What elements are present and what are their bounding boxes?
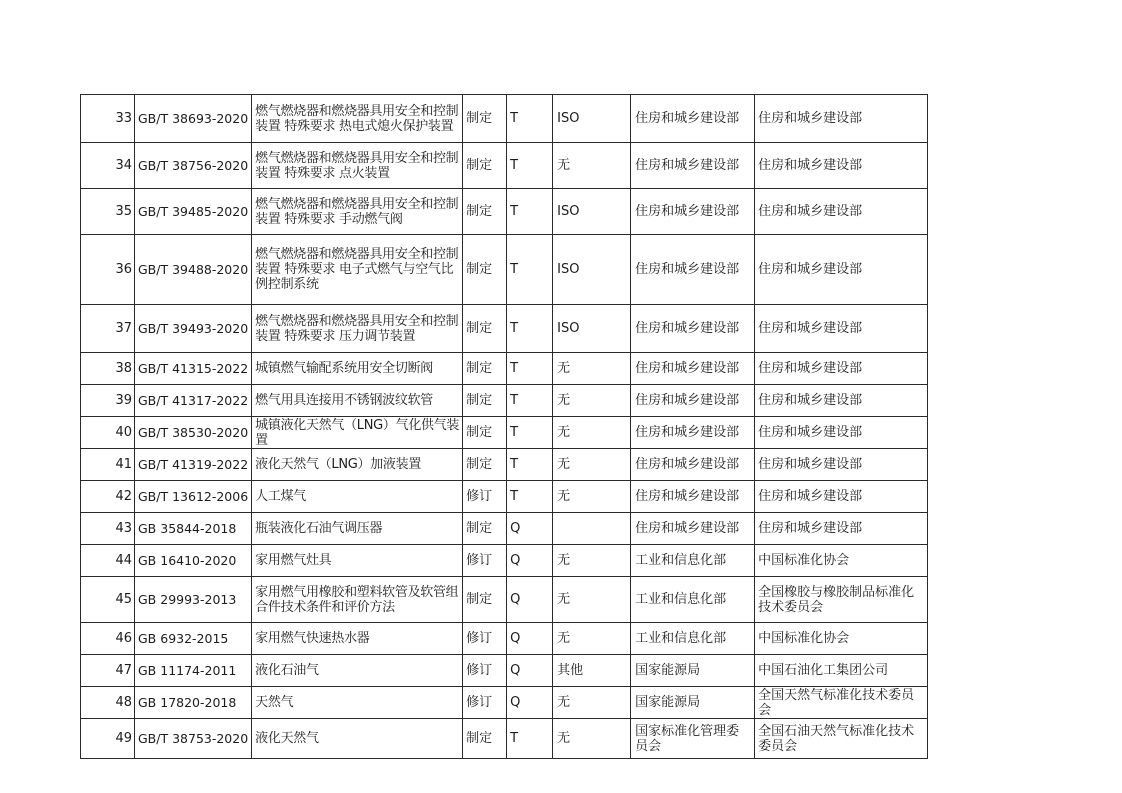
row-number-cell: 33 — [81, 95, 135, 143]
table-row — [81, 687, 928, 719]
standard-name-cell: 天然气 — [252, 687, 463, 719]
drafting-organization-cell: 住房和城乡建设部 — [755, 235, 928, 305]
international-ref-cell: 无 — [553, 687, 631, 719]
category-cell: Q — [507, 655, 553, 687]
row-number-cell: 45 — [81, 577, 135, 623]
row-number-cell: 39 — [81, 385, 135, 417]
standard-name-cell: 燃气燃烧器和燃烧器具用安全和控制装置 特殊要求 电子式燃气与空气比例控制系统 — [252, 235, 463, 305]
row-number-cell: 47 — [81, 655, 135, 687]
row-number-cell: 41 — [81, 449, 135, 481]
row-number-cell: 36 — [81, 235, 135, 305]
standard-code-cell: GB/T 39488-2020 — [135, 235, 252, 305]
standard-code-cell: GB 29993-2013 — [135, 577, 252, 623]
international-ref-cell: 无 — [553, 143, 631, 189]
standard-code-cell: GB/T 41315-2022 — [135, 353, 252, 385]
competent-department-cell: 国家标准化管理委员会 — [631, 719, 755, 759]
international-ref-cell — [553, 513, 631, 545]
standard-code-cell: GB 35844-2018 — [135, 513, 252, 545]
table-body — [81, 95, 928, 759]
international-ref-cell: 无 — [553, 719, 631, 759]
category-cell: Q — [507, 623, 553, 655]
competent-department-cell: 住房和城乡建设部 — [631, 235, 755, 305]
standard-name-cell: 燃气燃烧器和燃烧器具用安全和控制装置 特殊要求 压力调节装置 — [252, 305, 463, 353]
category-cell: T — [507, 719, 553, 759]
revision-type-cell: 制定 — [463, 719, 507, 759]
category-cell: T — [507, 95, 553, 143]
international-ref-cell: 无 — [553, 481, 631, 513]
row-number-cell: 44 — [81, 545, 135, 577]
revision-type-cell: 修订 — [463, 545, 507, 577]
standard-code-cell: GB/T 39493-2020 — [135, 305, 252, 353]
revision-type-cell: 制定 — [463, 235, 507, 305]
drafting-organization-cell: 住房和城乡建设部 — [755, 353, 928, 385]
competent-department-cell: 住房和城乡建设部 — [631, 189, 755, 235]
revision-type-cell: 制定 — [463, 417, 507, 449]
competent-department-cell: 住房和城乡建设部 — [631, 305, 755, 353]
standard-code-cell: GB/T 38693-2020 — [135, 95, 252, 143]
international-ref-cell: 无 — [553, 545, 631, 577]
drafting-organization-cell: 中国石油化工集团公司 — [755, 655, 928, 687]
revision-type-cell: 制定 — [463, 143, 507, 189]
standard-code-cell: GB 6932-2015 — [135, 623, 252, 655]
category-cell: T — [507, 449, 553, 481]
table-row — [81, 417, 928, 449]
drafting-organization-cell: 住房和城乡建设部 — [755, 449, 928, 481]
table-row — [81, 623, 928, 655]
table-row — [81, 143, 928, 189]
category-cell: T — [507, 143, 553, 189]
table-row — [81, 719, 928, 759]
table-row — [81, 235, 928, 305]
drafting-organization-cell: 全国石油天然气标准化技术委员会 — [755, 719, 928, 759]
standard-code-cell: GB/T 13612-2006 — [135, 481, 252, 513]
standard-code-cell: GB/T 38530-2020 — [135, 417, 252, 449]
revision-type-cell: 制定 — [463, 385, 507, 417]
category-cell: Q — [507, 545, 553, 577]
international-ref-cell: 无 — [553, 623, 631, 655]
competent-department-cell: 住房和城乡建设部 — [631, 449, 755, 481]
table-row — [81, 545, 928, 577]
drafting-organization-cell: 全国天然气标准化技术委员会 — [755, 687, 928, 719]
international-ref-cell: 无 — [553, 449, 631, 481]
drafting-organization-cell: 中国标准化协会 — [755, 623, 928, 655]
competent-department-cell: 住房和城乡建设部 — [631, 385, 755, 417]
standard-name-cell: 燃气燃烧器和燃烧器具用安全和控制装置 特殊要求 热电式熄火保护装置 — [252, 95, 463, 143]
table-row — [81, 481, 928, 513]
international-ref-cell: ISO — [553, 189, 631, 235]
standard-name-cell: 燃气燃烧器和燃烧器具用安全和控制装置 特殊要求 手动燃气阀 — [252, 189, 463, 235]
drafting-organization-cell: 住房和城乡建设部 — [755, 417, 928, 449]
international-ref-cell: 无 — [553, 417, 631, 449]
row-number-cell: 43 — [81, 513, 135, 545]
revision-type-cell: 制定 — [463, 353, 507, 385]
standard-name-cell: 家用燃气用橡胶和塑料软管及软管组合件技术条件和评价方法 — [252, 577, 463, 623]
category-cell: T — [507, 305, 553, 353]
competent-department-cell: 住房和城乡建设部 — [631, 513, 755, 545]
row-number-cell: 35 — [81, 189, 135, 235]
drafting-organization-cell: 住房和城乡建设部 — [755, 385, 928, 417]
table-row — [81, 655, 928, 687]
revision-type-cell: 制定 — [463, 513, 507, 545]
drafting-organization-cell: 全国橡胶与橡胶制品标准化技术委员会 — [755, 577, 928, 623]
competent-department-cell: 住房和城乡建设部 — [631, 353, 755, 385]
table-row — [81, 449, 928, 481]
category-cell: T — [507, 189, 553, 235]
standard-name-cell: 燃气燃烧器和燃烧器具用安全和控制装置 特殊要求 点火装置 — [252, 143, 463, 189]
category-cell: T — [507, 353, 553, 385]
standard-name-cell: 城镇燃气输配系统用安全切断阀 — [252, 353, 463, 385]
competent-department-cell: 国家能源局 — [631, 687, 755, 719]
competent-department-cell: 住房和城乡建设部 — [631, 481, 755, 513]
drafting-organization-cell: 住房和城乡建设部 — [755, 143, 928, 189]
revision-type-cell: 制定 — [463, 305, 507, 353]
standard-code-cell: GB 11174-2011 — [135, 655, 252, 687]
standard-code-cell: GB/T 38756-2020 — [135, 143, 252, 189]
international-ref-cell: 其他 — [553, 655, 631, 687]
standard-name-cell: 液化天然气 — [252, 719, 463, 759]
standard-code-cell: GB/T 41317-2022 — [135, 385, 252, 417]
competent-department-cell: 工业和信息化部 — [631, 623, 755, 655]
competent-department-cell: 住房和城乡建设部 — [631, 143, 755, 189]
category-cell: T — [507, 481, 553, 513]
standard-name-cell: 城镇液化天然气（LNG）气化供气装置 — [252, 417, 463, 449]
standard-code-cell: GB/T 39485-2020 — [135, 189, 252, 235]
standard-name-cell: 家用燃气快速热水器 — [252, 623, 463, 655]
competent-department-cell: 住房和城乡建设部 — [631, 417, 755, 449]
drafting-organization-cell: 住房和城乡建设部 — [755, 305, 928, 353]
drafting-organization-cell: 中国标准化协会 — [755, 545, 928, 577]
competent-department-cell: 工业和信息化部 — [631, 545, 755, 577]
table-row — [81, 305, 928, 353]
row-number-cell: 37 — [81, 305, 135, 353]
category-cell: T — [507, 235, 553, 305]
international-ref-cell: ISO — [553, 235, 631, 305]
row-number-cell: 34 — [81, 143, 135, 189]
standard-name-cell: 家用燃气灶具 — [252, 545, 463, 577]
table-row — [81, 353, 928, 385]
table-row — [81, 95, 928, 143]
category-cell: Q — [507, 577, 553, 623]
standard-code-cell: GB/T 41319-2022 — [135, 449, 252, 481]
row-number-cell: 38 — [81, 353, 135, 385]
revision-type-cell: 制定 — [463, 449, 507, 481]
standard-name-cell: 人工煤气 — [252, 481, 463, 513]
category-cell: Q — [507, 513, 553, 545]
standard-name-cell: 液化石油气 — [252, 655, 463, 687]
international-ref-cell: ISO — [553, 95, 631, 143]
standards-table — [80, 94, 928, 759]
standard-code-cell: GB/T 38753-2020 — [135, 719, 252, 759]
row-number-cell: 40 — [81, 417, 135, 449]
competent-department-cell: 住房和城乡建设部 — [631, 95, 755, 143]
drafting-organization-cell: 住房和城乡建设部 — [755, 95, 928, 143]
row-number-cell: 48 — [81, 687, 135, 719]
drafting-organization-cell: 住房和城乡建设部 — [755, 481, 928, 513]
revision-type-cell: 修订 — [463, 481, 507, 513]
revision-type-cell: 修订 — [463, 687, 507, 719]
revision-type-cell: 修订 — [463, 623, 507, 655]
international-ref-cell: 无 — [553, 353, 631, 385]
row-number-cell: 42 — [81, 481, 135, 513]
category-cell: T — [507, 417, 553, 449]
row-number-cell: 49 — [81, 719, 135, 759]
table-row — [81, 385, 928, 417]
standard-name-cell: 瓶装液化石油气调压器 — [252, 513, 463, 545]
row-number-cell: 46 — [81, 623, 135, 655]
table-row — [81, 189, 928, 235]
revision-type-cell: 修订 — [463, 655, 507, 687]
revision-type-cell: 制定 — [463, 95, 507, 143]
international-ref-cell: 无 — [553, 385, 631, 417]
standard-code-cell: GB 16410-2020 — [135, 545, 252, 577]
standard-name-cell: 燃气用具连接用不锈钢波纹软管 — [252, 385, 463, 417]
competent-department-cell: 国家能源局 — [631, 655, 755, 687]
category-cell: Q — [507, 687, 553, 719]
international-ref-cell: ISO — [553, 305, 631, 353]
standard-name-cell: 液化天然气（LNG）加液装置 — [252, 449, 463, 481]
competent-department-cell: 工业和信息化部 — [631, 577, 755, 623]
category-cell: T — [507, 385, 553, 417]
standard-code-cell: GB 17820-2018 — [135, 687, 252, 719]
table-row — [81, 513, 928, 545]
table-row — [81, 577, 928, 623]
revision-type-cell: 制定 — [463, 189, 507, 235]
drafting-organization-cell: 住房和城乡建设部 — [755, 513, 928, 545]
international-ref-cell: 无 — [553, 577, 631, 623]
drafting-organization-cell: 住房和城乡建设部 — [755, 189, 928, 235]
revision-type-cell: 制定 — [463, 577, 507, 623]
